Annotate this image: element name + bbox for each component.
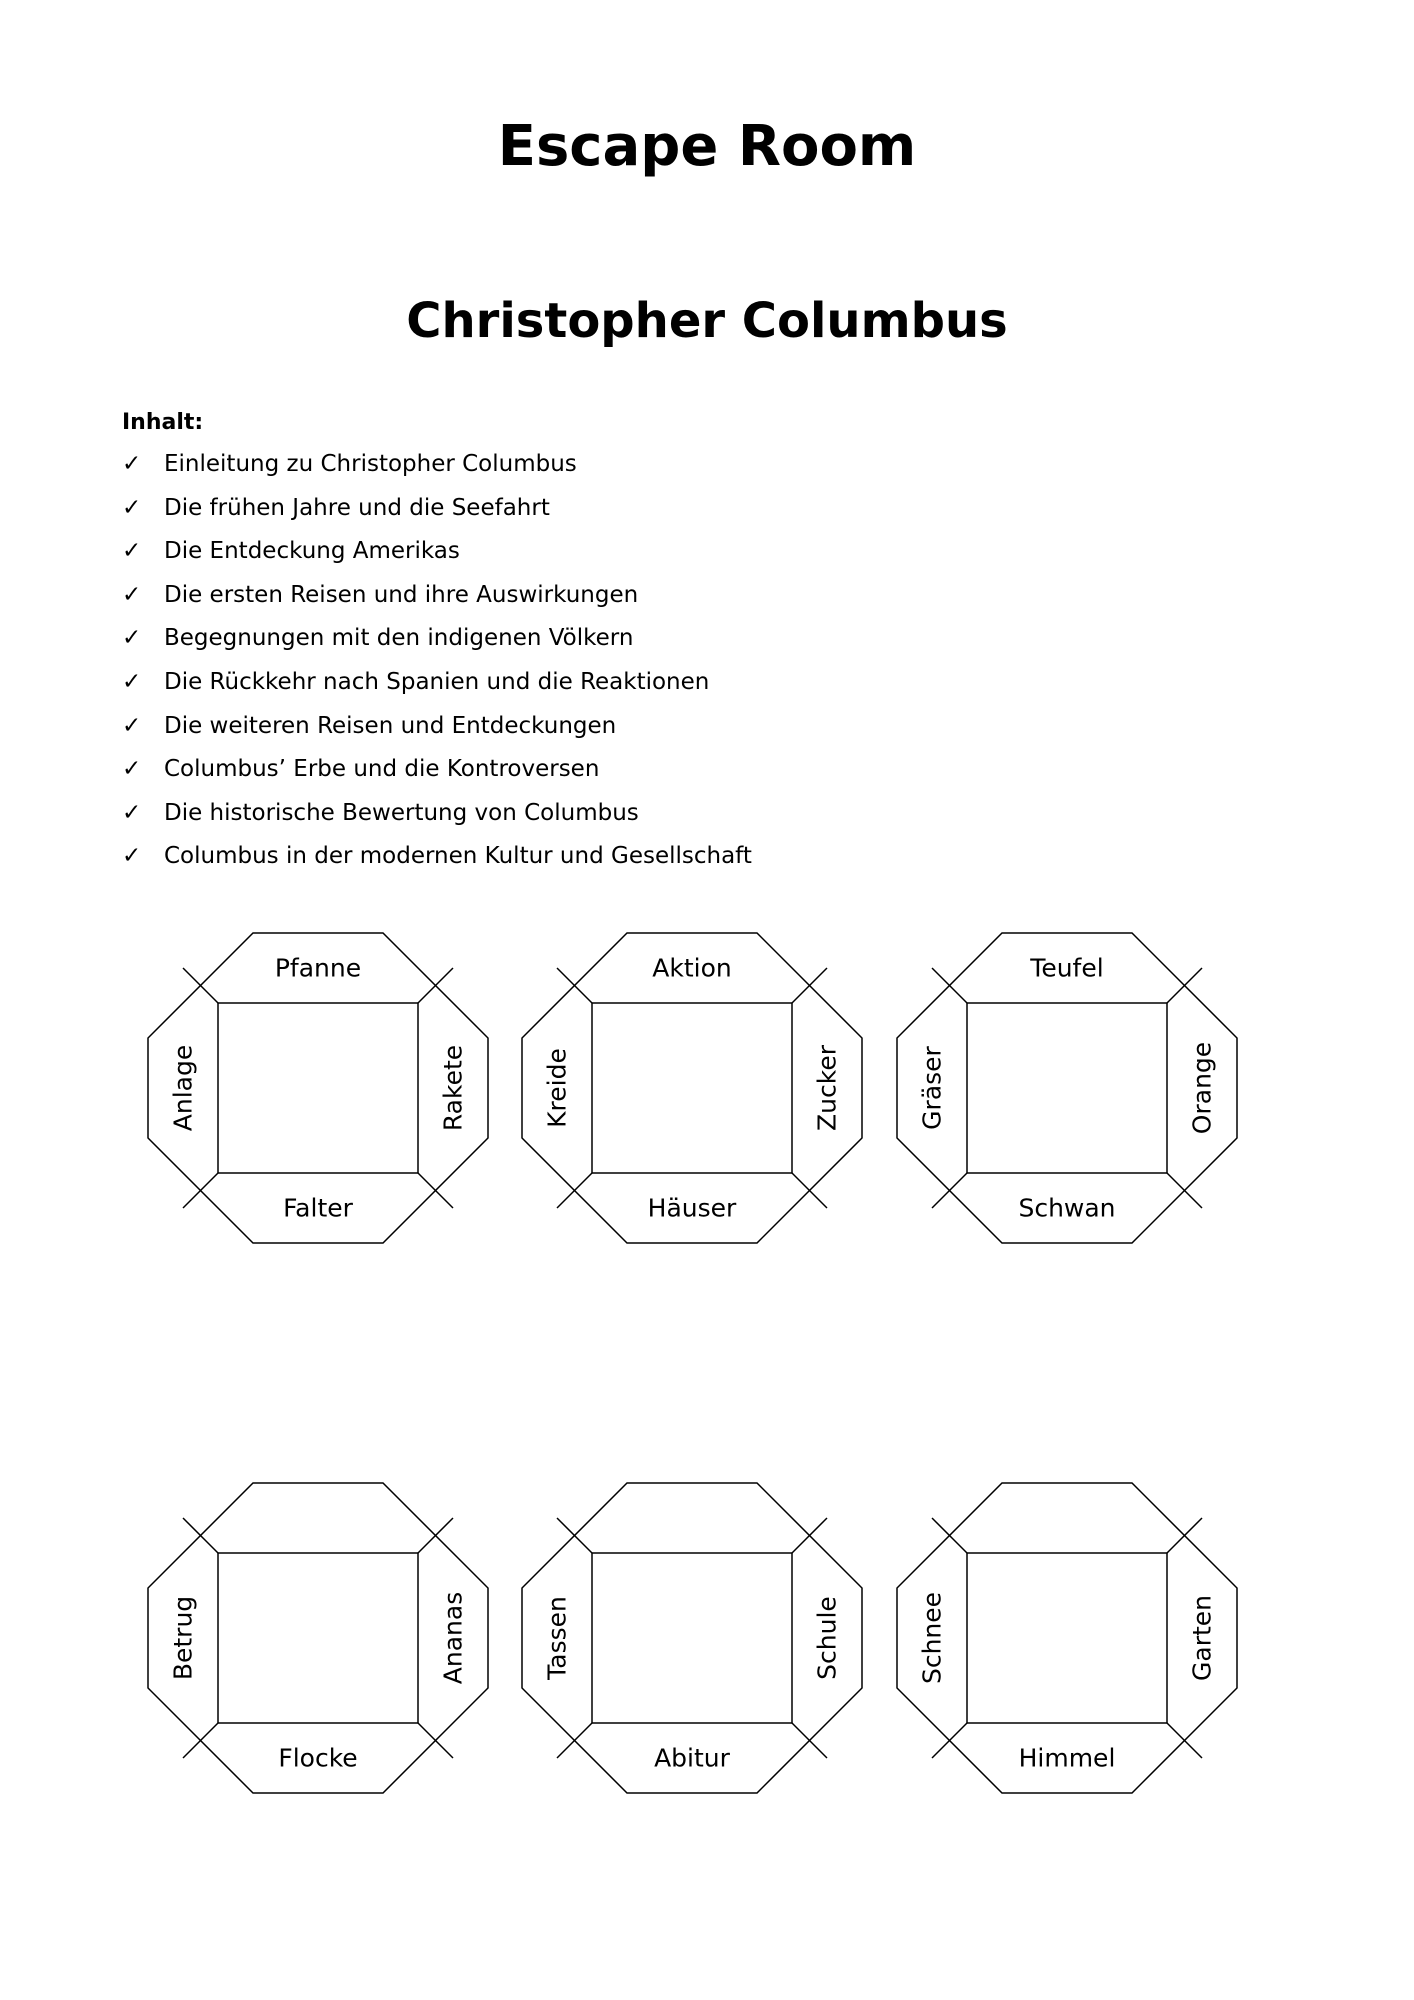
checkmark-icon: ✓ — [122, 581, 142, 608]
segment-label-upper-right: Orange — [1187, 1041, 1217, 1135]
word-puzzle — [522, 933, 862, 1793]
answer-box — [967, 1003, 1167, 1173]
checkmark-icon: ✓ — [122, 799, 142, 826]
word-puzzle — [148, 933, 488, 1793]
segment-label-middle: Schwan — [1018, 1193, 1116, 1223]
segment-label-middle: Häuser — [647, 1193, 737, 1223]
answer-box — [218, 1553, 418, 1723]
toc-item-label: Die Rückkehr nach Spanien und die Reaktionen — [164, 668, 710, 695]
segment-label-lower-right: Schule — [812, 1596, 842, 1680]
page-title: Escape Room — [497, 114, 917, 179]
toc-heading: Inhalt: — [122, 410, 204, 435]
page-subtitle: Christopher Columbus — [406, 293, 1008, 349]
segment-label-bottom: Flocke — [278, 1743, 358, 1773]
answer-box — [592, 1553, 792, 1723]
checkmark-icon: ✓ — [122, 625, 142, 652]
toc-item-label: Columbus’ Erbe und die Kontroversen — [164, 756, 600, 783]
word-puzzle — [897, 933, 1237, 1793]
toc-item-label: Begegnungen mit den indigenen Völkern — [164, 625, 634, 652]
toc-item-label: Die frühen Jahre und die Seefahrt — [164, 494, 550, 521]
segment-label-top: Aktion — [652, 953, 732, 983]
segment-label-upper-left: Gräser — [917, 1046, 947, 1130]
checkmark-icon: ✓ — [122, 843, 142, 870]
segment-label-lower-left: Tassen — [542, 1596, 572, 1680]
toc-item-label: Columbus in der modernen Kultur und Gesellschaft — [164, 843, 752, 870]
checkmark-icon: ✓ — [122, 756, 142, 783]
toc-item-label: Die Entdeckung Amerikas — [164, 538, 460, 565]
checkmark-icon: ✓ — [122, 538, 142, 565]
toc-item-label: Die ersten Reisen und ihre Auswirkungen — [164, 581, 639, 608]
segment-label-bottom: Himmel — [1018, 1743, 1116, 1773]
toc-item-label: Die historische Bewertung von Columbus — [164, 799, 639, 826]
checkmark-icon: ✓ — [122, 712, 142, 739]
checkmark-icon: ✓ — [122, 494, 142, 521]
segment-label-upper-right: Zucker — [812, 1045, 842, 1131]
segment-label-upper-right: Rakete — [438, 1044, 468, 1132]
answer-box — [967, 1553, 1167, 1723]
segment-label-lower-left: Betrug — [168, 1595, 198, 1681]
segment-label-lower-right: Garten — [1187, 1595, 1217, 1681]
segment-label-top: Pfanne — [274, 953, 362, 983]
checkmark-icon: ✓ — [122, 451, 142, 477]
segment-label-bottom: Abitur — [654, 1743, 730, 1773]
segment-label-middle: Falter — [283, 1193, 353, 1223]
toc-item-label: Die weiteren Reisen und Entdeckungen — [164, 712, 617, 739]
toc-item-label: Einleitung zu Christopher Columbus — [164, 451, 577, 477]
segment-label-upper-left: Anlage — [168, 1044, 198, 1132]
segment-label-upper-left: Kreide — [542, 1048, 572, 1128]
answer-box — [592, 1003, 792, 1173]
segment-label-lower-right: Ananas — [438, 1591, 468, 1685]
segment-label-lower-left: Schnee — [917, 1591, 947, 1685]
answer-box — [218, 1003, 418, 1173]
checkmark-icon: ✓ — [122, 668, 142, 695]
segment-label-top: Teufel — [1030, 953, 1104, 983]
